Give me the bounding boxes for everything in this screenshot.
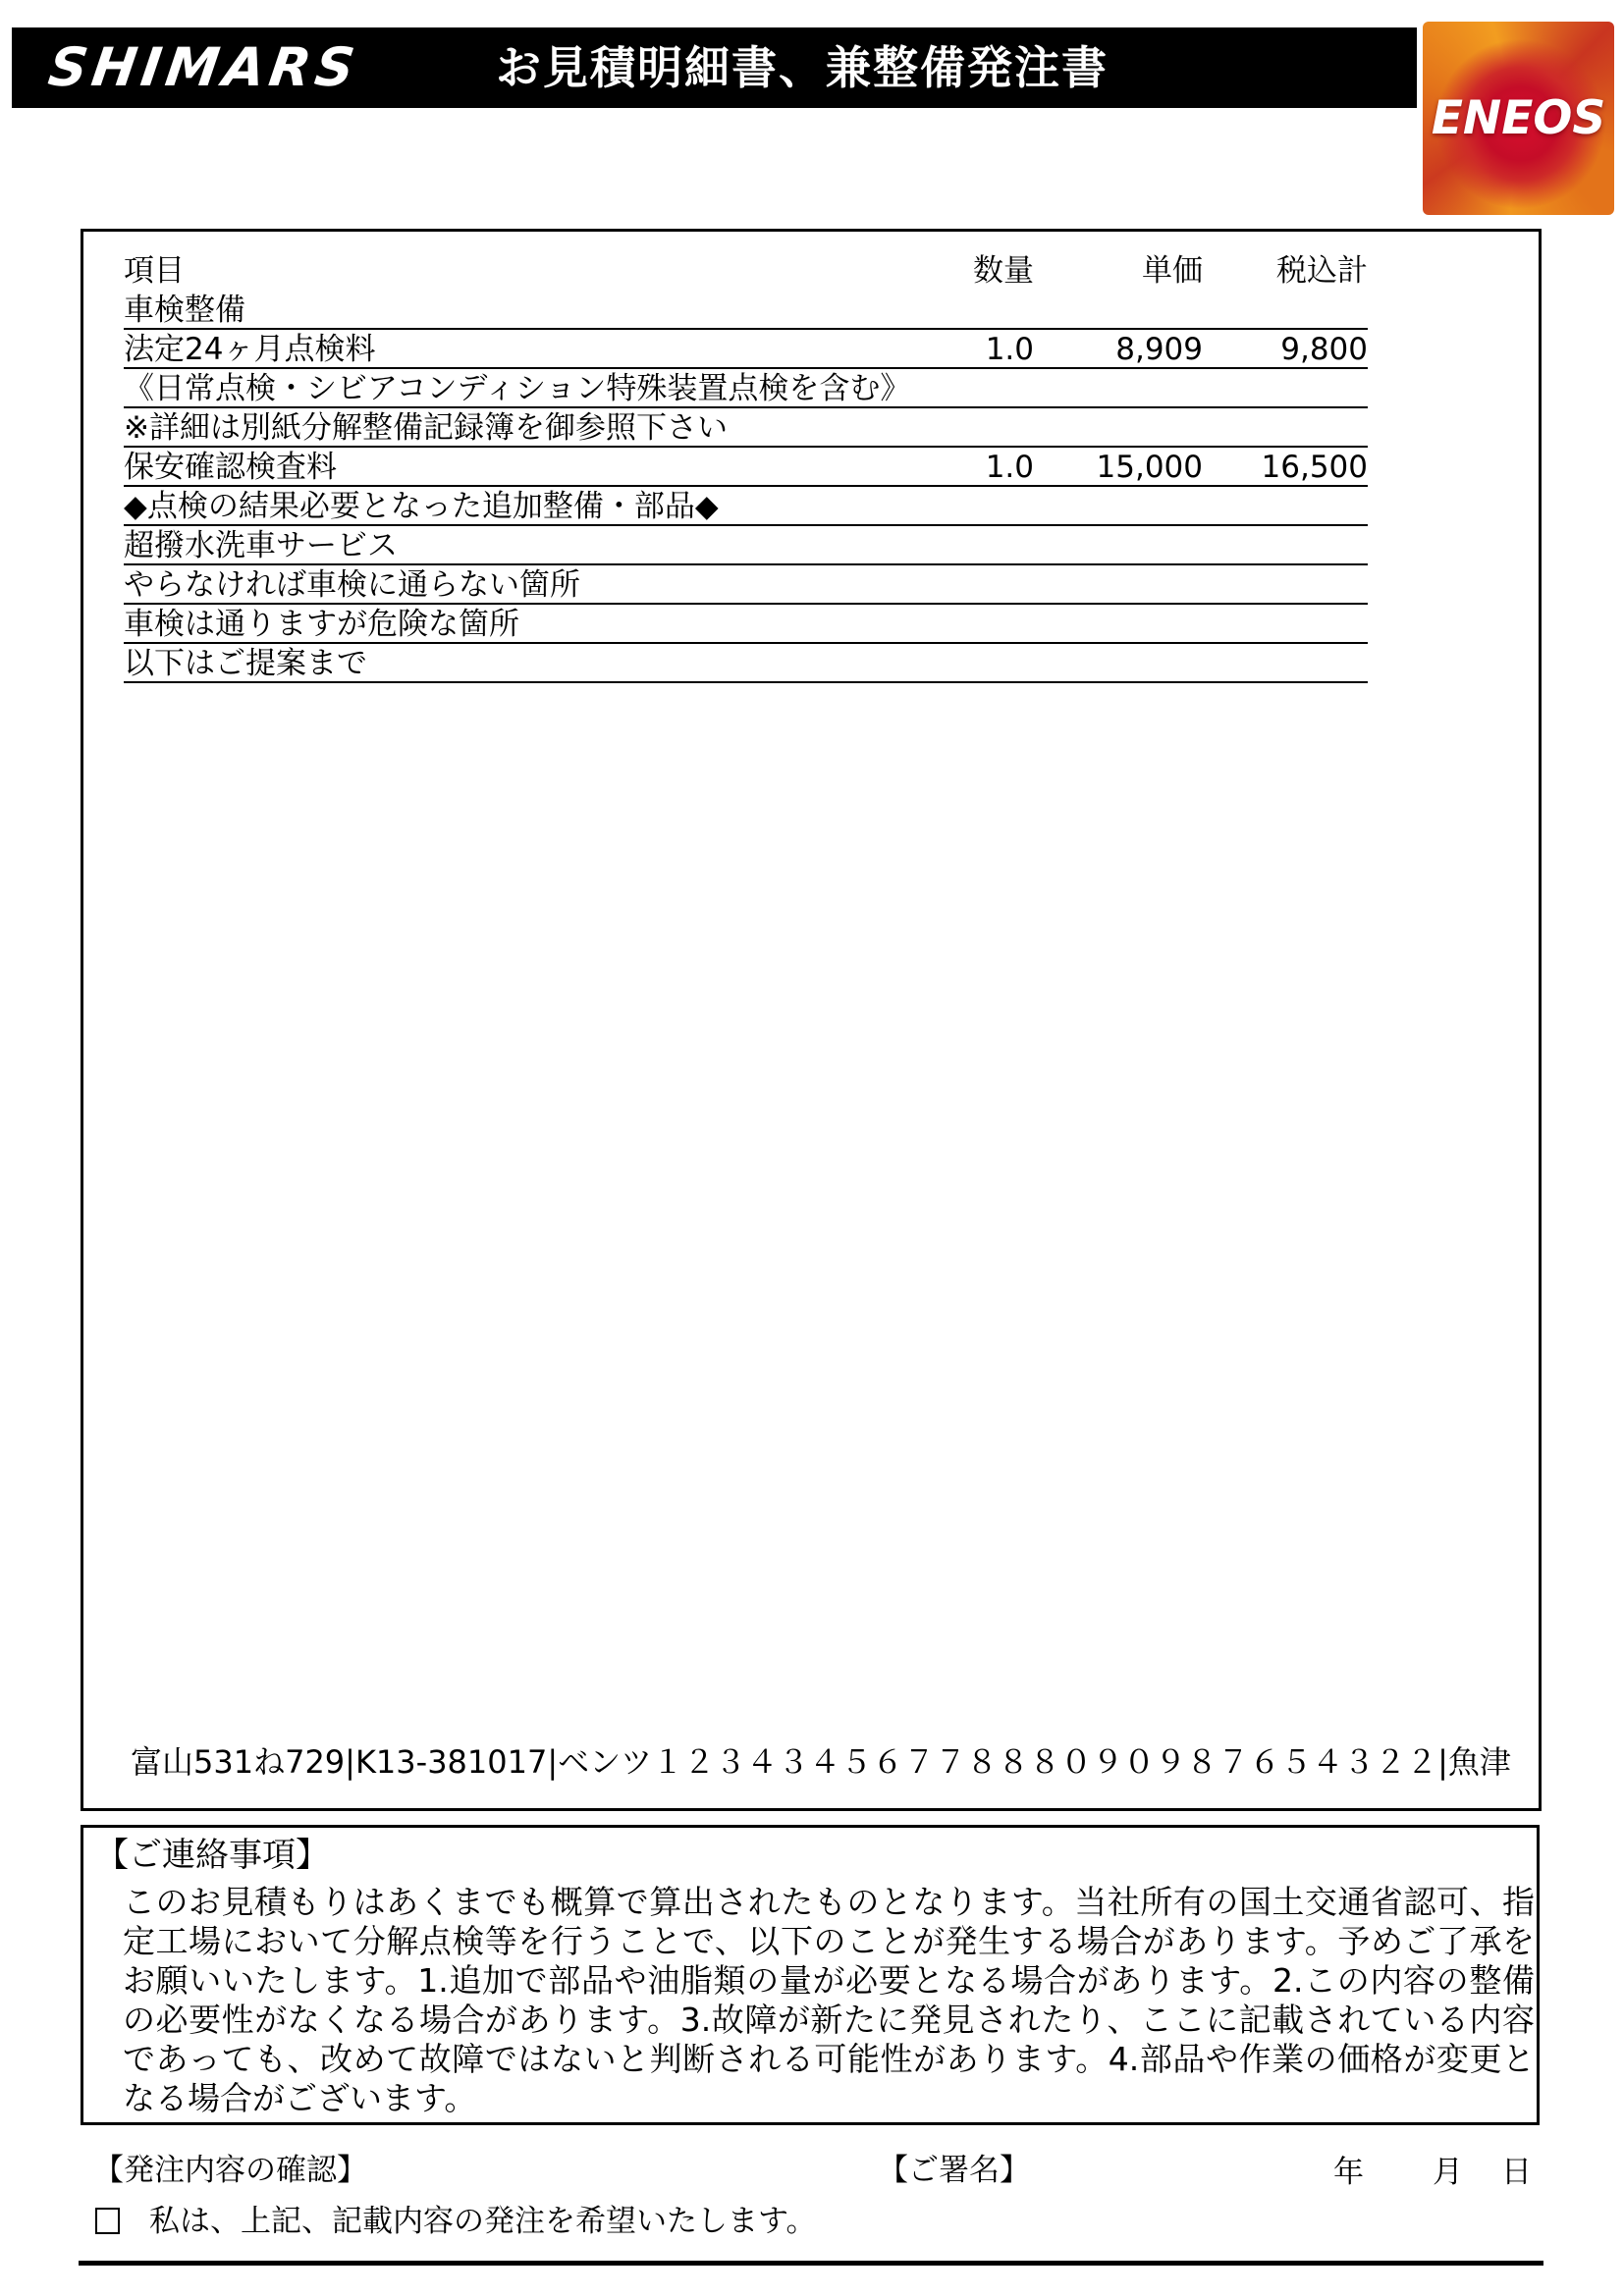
row-unit-price: 15,000 <box>1096 450 1203 485</box>
notes-heading: 【ご連絡事項】 <box>95 1836 329 1875</box>
row-item-label: 以下はご提案まで <box>124 646 367 681</box>
column-header-item: 項目 <box>124 253 185 289</box>
row-qty: 1.0 <box>985 332 1034 367</box>
table-row <box>124 369 1368 408</box>
table-row <box>124 330 1368 369</box>
row-item-label: ◆点検の結果必要となった追加整備・部品◆ <box>124 489 719 524</box>
row-item-label: 超撥水洗車サービス <box>124 528 398 563</box>
bottom-divider <box>79 2261 1543 2266</box>
header-bar <box>12 27 1417 108</box>
column-header-total: 税込計 <box>1276 253 1368 289</box>
eneos-logo <box>1423 22 1614 215</box>
row-qty <box>877 291 1034 328</box>
row-item-label: やらなければ車検に通らない箇所 <box>124 567 580 603</box>
contact-notes-box <box>81 1825 1540 2125</box>
shimars-logo: SHIMARS <box>44 36 363 98</box>
page-title: お見積明細書、兼整備発注書 <box>496 41 1109 94</box>
column-header-unit-price: 単価 <box>1142 253 1203 289</box>
table-row <box>124 644 1368 683</box>
table-row <box>124 565 1368 605</box>
row-item-label: 車検整備 <box>124 293 245 328</box>
table-row <box>124 526 1368 565</box>
column-header-qty: 数量 <box>973 253 1034 289</box>
table-header-row <box>124 251 1368 291</box>
row-unit-price <box>1034 291 1203 328</box>
row-item-label: ※詳細は別紙分解整備記録簿を御参照下さい <box>124 410 728 446</box>
row-unit-price: 8,909 <box>1115 332 1203 367</box>
order-confirm-heading: 【発注内容の確認】 <box>93 2153 367 2188</box>
estimate-rows <box>124 251 1368 683</box>
table-row <box>124 448 1368 487</box>
table-row <box>124 408 1368 448</box>
row-item-label: 《日常点検・シビアコンディション特殊装置点検を含む》 <box>124 371 911 406</box>
row-total: 16,500 <box>1261 450 1368 485</box>
table-row <box>124 487 1368 526</box>
estimate-table <box>81 229 1542 1811</box>
table-row <box>124 605 1368 644</box>
row-total: 9,800 <box>1280 332 1368 367</box>
row-total <box>1203 291 1368 328</box>
order-agree-label: 私は、上記、記載内容の発注を希望いたします。 <box>149 2204 817 2239</box>
row-qty: 1.0 <box>985 450 1034 485</box>
vehicle-info-line: 富山531ね729|K13-381017|ベンツ１２３４３４５６７７８８８０９０９８７６５４３２２|魚津 <box>131 1743 1511 1781</box>
signature-heading: 【ご署名】 <box>878 2153 1030 2188</box>
eneos-logo-text: ENEOS <box>1431 91 1606 145</box>
row-item-label: 法定24ヶ月点検料 <box>124 332 376 367</box>
row-item-label: 車検は通りますが危険な箇所 <box>124 607 519 642</box>
order-agree-checkbox[interactable] <box>95 2208 120 2234</box>
table-row <box>124 291 1368 330</box>
notes-body-text: このお見積もりはあくまでも概算で算出されたものとなります。当社所有の国土交通省認可、指定工場において分解点検等を行うことで、以下のことが発生する場合があります。予めご了承をお願いいたします。1.追加で部品や油脂類の量が必要となる場合があります。2.この内容の整備の必要性がなくなる場合があります。3.故障が新たに発見されたり、ここに記載されている内容であっても、改めて故障ではないと判断される可能性があります。4.部品や作業の価格が変更となる場合がございます。 <box>123 1883 1535 2117</box>
date-day-label: 日 <box>1501 2155 1532 2190</box>
row-item-label: 保安確認検査料 <box>124 450 337 485</box>
date-year-label: 年 <box>1333 2155 1364 2190</box>
date-month-label: 月 <box>1433 2155 1463 2190</box>
